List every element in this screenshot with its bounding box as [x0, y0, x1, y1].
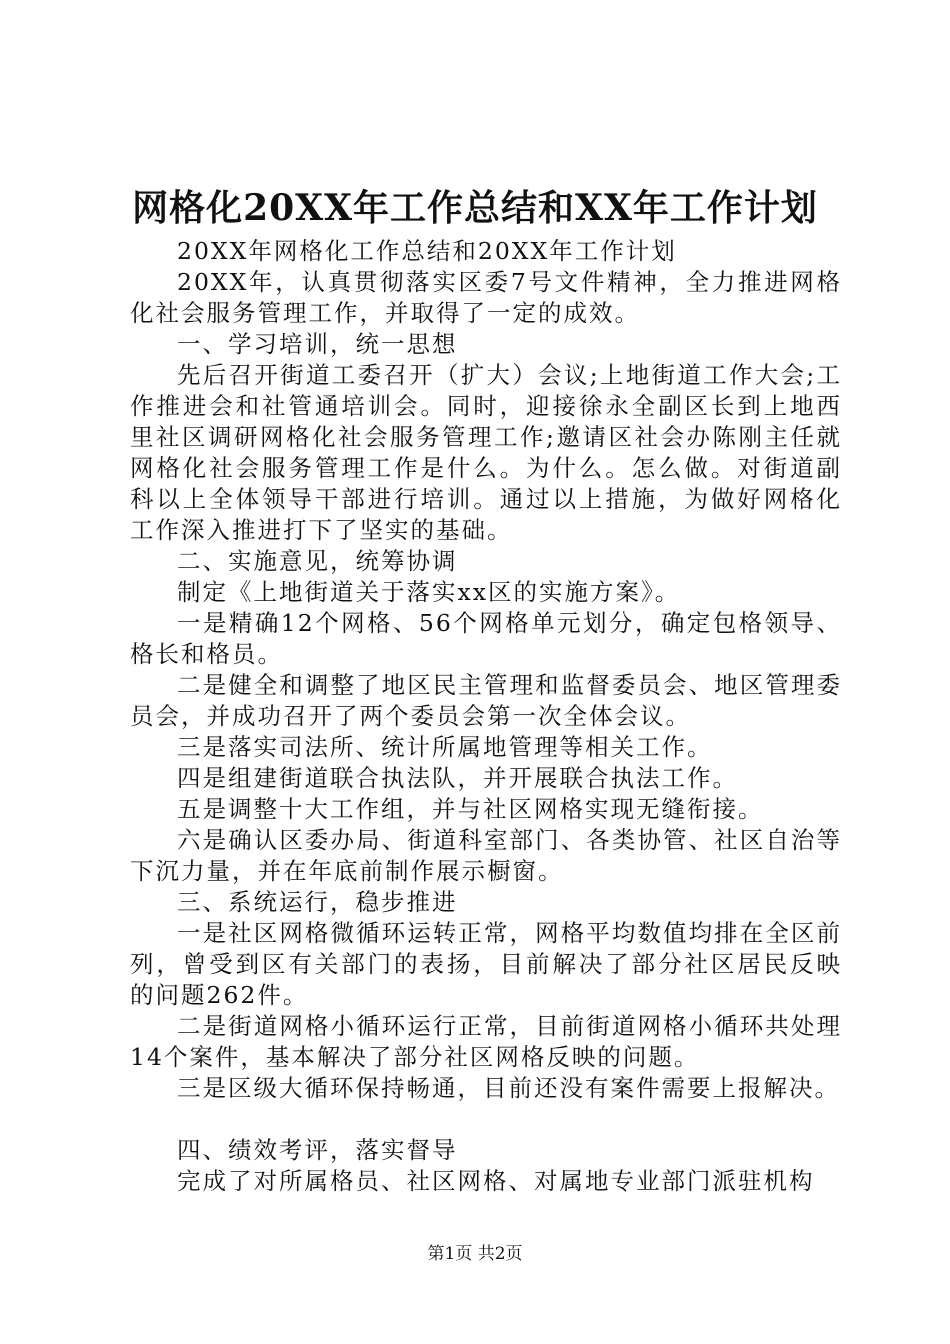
paragraph-intro: 20XX年，认真贯彻落实区委7号文件精神，全力推进网格化社会服务管理工作，并取得了一定的成效。	[130, 268, 842, 327]
list-item: 二是健全和调整了地区民主管理和监督委员会、地区管理委员会，并成功召开了两个委员会第一次全体会议。	[130, 671, 842, 730]
paragraph-subtitle: 20XX年网格化工作总结和20XX年工作计划	[177, 237, 677, 265]
document-body	[130, 236, 842, 1197]
document-title: 网格化20XX年工作总结和XX年工作计划	[132, 187, 818, 229]
list-item: 一是精确12个网格、56个网格单元划分，确定包格领导、格长和格员。	[130, 609, 842, 668]
paragraph-evaluation: 完成了对所属格员、社区网格、对属地专业部门派驻机构	[177, 1167, 815, 1195]
list-item: 二是街道网格小循环运行正常，目前街道网格小循环共处理14个案件，基本解决了部分社区网格反映的问题。	[130, 1012, 842, 1071]
list-item: 三是区级大循环保持畅通，目前还没有案件需要上报解决。	[177, 1074, 840, 1102]
list-item: 四是组建街道联合执法队，并开展联合执法工作。	[177, 764, 738, 792]
section-heading-4: 四、绩效考评，落实督导	[177, 1136, 458, 1164]
page-number: 第1页 共2页	[427, 1244, 523, 1264]
section-heading-3: 三、系统运行，稳步推进	[177, 888, 458, 916]
paragraph-plan: 制定《上地街道关于落实xx区的实施方案》。	[177, 578, 681, 606]
list-item: 三是落实司法所、统计所属地管理等相关工作。	[177, 733, 713, 761]
paragraph-training: 先后召开街道工委召开（扩大）会议;上地街道工作大会;工作推进会和社管通培训会。同时，迎接徐永全副区长到上地西里社区调研网格化社会服务管理工作;邀请区社会办陈刚主任就网格化社会服务管理工作是什么。为什么。怎么做。对街道副科以上全体领导干部进行培训。通过以上措施，为做好网格化工作深入推进打下了坚实的基础。	[130, 361, 842, 544]
list-item: 五是调整十大工作组，并与社区网格实现无缝衔接。	[177, 795, 764, 823]
section-heading-1: 一、学习培训，统一思想	[177, 330, 458, 358]
list-item: 六是确认区委办局、街道科室部门、各类协管、社区自治等下沉力量，并在年底前制作展示橱窗。	[130, 826, 842, 885]
list-item: 一是社区网格微循环运转正常，网格平均数值均排在全区前列，曾受到区有关部门的表扬，目前解决了部分社区居民反映的问题262件。	[130, 919, 842, 1009]
section-heading-2: 二、实施意见，统筹协调	[177, 547, 458, 575]
